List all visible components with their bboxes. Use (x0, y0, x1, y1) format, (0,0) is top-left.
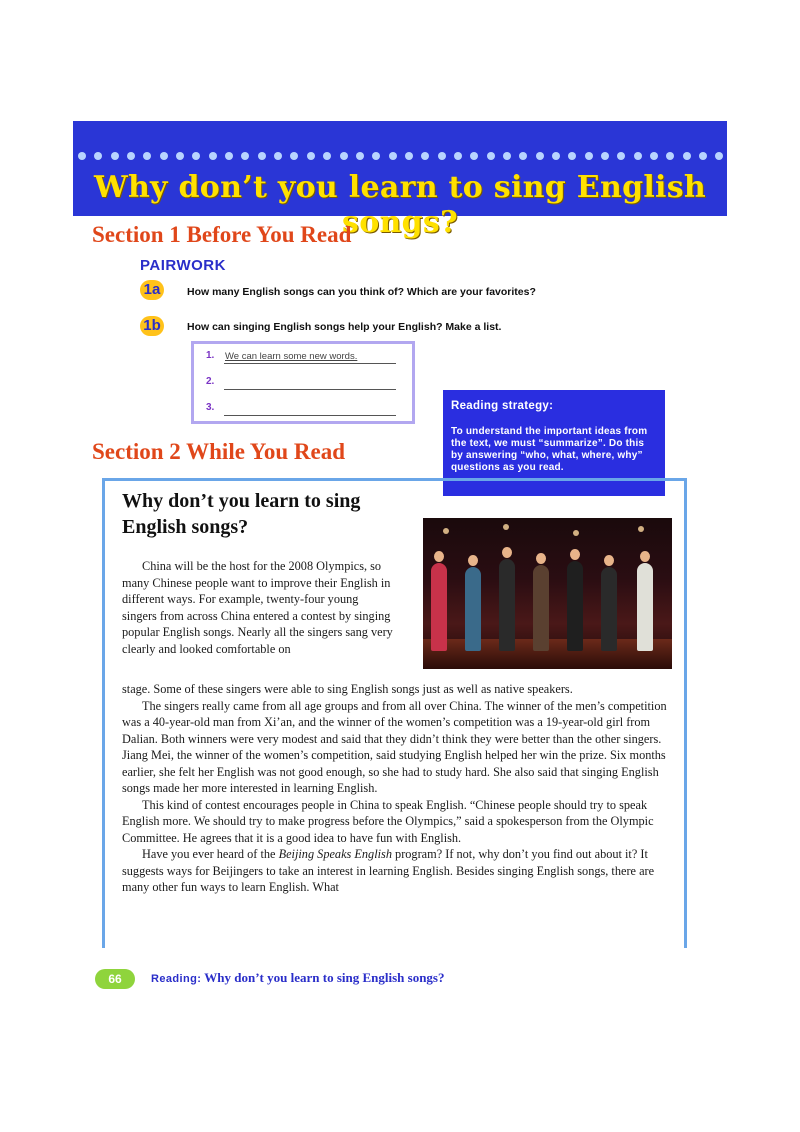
page-number-badge: 66 (95, 969, 135, 989)
paragraph-text-end: program? If not, why don’t you find out about it? It suggests ways for Beijingers to take an interest in learning English. Besides singing English songs, there are many other fun ways to learn English. What (122, 847, 655, 894)
question-1b: How can singing English songs help your English? Make a list. (187, 321, 502, 333)
banner-dot (274, 152, 282, 160)
banner-dot (323, 152, 331, 160)
stage-light (503, 524, 509, 530)
banner-dot (650, 152, 658, 160)
singer-figure (533, 565, 549, 651)
paragraph-text-start: Have you ever heard of the (142, 847, 279, 861)
banner-dot (209, 152, 217, 160)
banner-dot (340, 152, 348, 160)
banner-dot (176, 152, 184, 160)
answer-line (224, 389, 396, 390)
program-name: Beijing Speaks English (278, 847, 392, 861)
banner-dot (715, 152, 723, 160)
paragraph-text: This kind of contest encourages people in China to speak English. “Chinese people should try to speak English more. We should try to make progress before the Olympics,” said a spokesperson from the Olympic Committee. He agrees that it is a good idea to have fun with English. (122, 797, 654, 845)
singer-figure (601, 567, 617, 651)
list-item[interactable] (206, 376, 396, 392)
list-item[interactable] (206, 402, 396, 418)
banner-dot (421, 152, 429, 160)
article-title: Why don’t you learn to sing English songs? (122, 490, 361, 538)
banner-dot (290, 152, 298, 160)
banner-dot (666, 152, 674, 160)
stage-light (573, 530, 579, 536)
banner-dot (127, 152, 135, 160)
stage-light (443, 528, 449, 534)
list-number: 3. (206, 402, 215, 413)
answer-list-box (191, 341, 415, 424)
stage-light (638, 526, 644, 532)
banner-dot (617, 152, 625, 160)
article-body (122, 681, 670, 896)
banner-dot (78, 152, 86, 160)
paragraph-text: China will be the host for the 2008 Olympics, so many Chinese people want to improve their English in different ways. For example, twenty-four young singers from across China entered a contest by singing popular English songs. Nearly all the singers sang very clearly and looked comfortable on (122, 559, 393, 656)
banner-dot (519, 152, 527, 160)
banner-dot (552, 152, 560, 160)
footer-label: Reading: (151, 973, 202, 985)
banner-dot (634, 152, 642, 160)
list-answer: We can learn some new words. (225, 351, 358, 362)
banner-dot (568, 152, 576, 160)
banner-dot (372, 152, 380, 160)
footer-running-title (151, 970, 444, 986)
singer-figure (465, 567, 481, 651)
badge-1a: 1a (140, 280, 164, 300)
banner-dot (405, 152, 413, 160)
banner-dot (503, 152, 511, 160)
banner-dot (307, 152, 315, 160)
list-item[interactable] (206, 350, 396, 366)
singer-figure (499, 559, 515, 651)
banner-dot (143, 152, 151, 160)
strategy-title: Reading strategy: (451, 400, 554, 412)
banner-dot (699, 152, 707, 160)
answer-line (224, 363, 396, 364)
banner-dot (241, 152, 249, 160)
banner-dot-row (78, 150, 724, 162)
banner-dot (470, 152, 478, 160)
banner-dot (487, 152, 495, 160)
banner-dot (601, 152, 609, 160)
answer-line (224, 415, 396, 416)
singer-figure (637, 563, 653, 651)
banner-dot (192, 152, 200, 160)
section1-heading: Section 1 Before You Read (92, 222, 352, 247)
singers-on-stage-photo (423, 518, 672, 669)
paragraph-text: stage. Some of these singers were able to sing English songs just as well as native speakers. (122, 682, 573, 696)
banner-dot (389, 152, 397, 160)
paragraph-text: The singers really came from all age groups and from all over China. The winner of the men’s competition was a 40-year-old man from Xi’an, and the winner of the women’s competition was a 19-year-old girl from Dalian. Both winners were very modest and said that they didn’t think they were better than the other singers. Jiang Mei, the winner of the women’s competition, said studying English helped her win the prize. Six months earlier, she felt her English was not good enough, so she had to study hard. She also said that singing English songs made her more interested in learning English. (122, 698, 667, 795)
banner-dot (585, 152, 593, 160)
badge-1b: 1b (140, 316, 164, 336)
singer-figure (431, 563, 447, 651)
list-number: 1. (206, 350, 215, 361)
banner-dot (536, 152, 544, 160)
banner-dot (438, 152, 446, 160)
banner-dot (683, 152, 691, 160)
banner-dot (225, 152, 233, 160)
article-paragraph-1-narrow (122, 558, 394, 657)
singer-figure (567, 561, 583, 651)
banner-dot (94, 152, 102, 160)
paragraph-text (122, 846, 670, 896)
banner-dot (111, 152, 119, 160)
banner-dot (454, 152, 462, 160)
list-number: 2. (206, 376, 215, 387)
page-title: Why don’t you learn to sing English songs? (93, 170, 707, 240)
strategy-text: To understand the important ideas from the text, we must “summarize”. Do this by answering “who, what, where, why” questions as you read. (451, 426, 648, 473)
banner-dot (356, 152, 364, 160)
pairwork-label: PAIRWORK (140, 257, 226, 274)
section2-heading: Section 2 While You Read (92, 439, 346, 464)
question-1a: How many English songs can you think of? Which are your favorites? (187, 286, 536, 298)
banner-dot (160, 152, 168, 160)
banner-dot (258, 152, 266, 160)
footer-title: Why don’t you learn to sing English songs? (204, 970, 445, 985)
